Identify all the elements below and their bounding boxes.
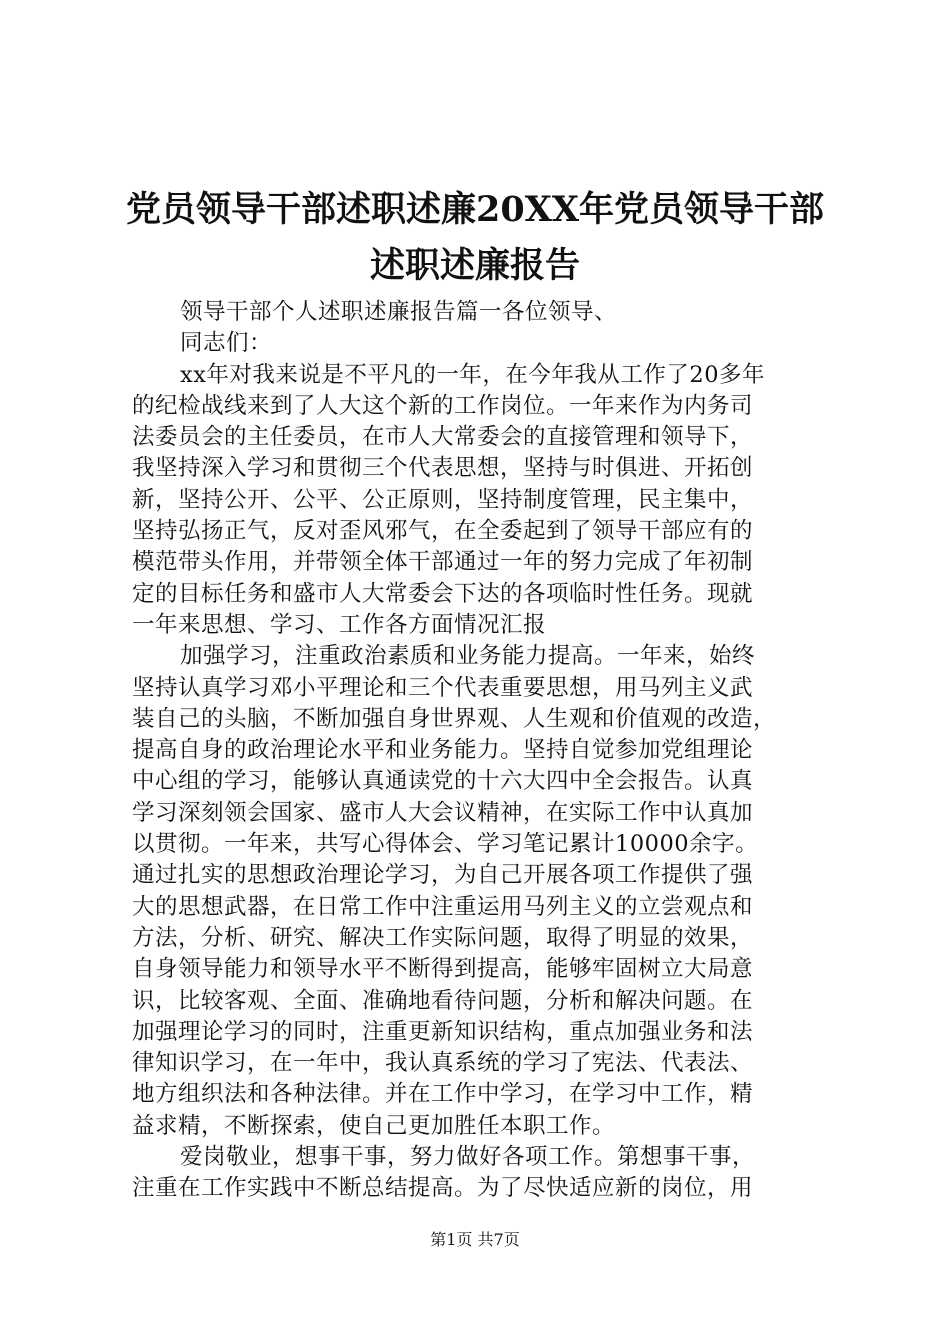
body-line: 中心组的学习，能够认真通读党的十六大四中全会报告。认真: [132, 768, 754, 795]
body-line: xx年对我来说是不平凡的一年，在今年我从工作了20多年: [180, 361, 766, 388]
document-title: [100, 182, 850, 294]
body-line: 识，比较客观、全面、准确地看待问题，分析和解决问题。在: [132, 987, 754, 1014]
body-line: 新，坚持公开、公平、公正原则，坚持制度管理，民主集中，: [132, 486, 754, 513]
title-line-2: 述职述廉报告: [369, 245, 580, 286]
body-line: 领导干部个人述职述廉报告篇一各位领导、: [180, 299, 618, 325]
body-line: 一年来思想、学习、工作各方面情况汇报: [132, 611, 547, 638]
body-line: 地方组织法和各种法律。并在工作中学习，在学习中工作，精: [132, 1081, 754, 1108]
body-line: 以贯彻。一年来，共写心得体会、学习笔记累计10000余字。: [132, 831, 759, 858]
body-line: 注重在工作实践中不断总结提高。为了尽快适应新的岗位，用: [132, 1175, 754, 1202]
body-line: 坚持弘扬正气，反对歪风邪气，在全委起到了领导干部应有的: [132, 518, 754, 545]
body-line: 学习深刻领会国家、盛市人大会议精神，在实际工作中认真加: [132, 799, 754, 826]
body-line: 益求精，不断探索，使自己更加胜任本职工作。: [132, 1112, 616, 1139]
body-line: 定的目标任务和盛市人大常委会下达的各项临时性任务。现就: [132, 580, 754, 607]
body-line: 坚持认真学习邓小平理论和三个代表重要思想，用马列主义武: [132, 674, 754, 701]
body-line: 我坚持深入学习和贯彻三个代表思想，坚持与时俱进、开拓创: [132, 455, 754, 482]
body-line: 自身领导能力和领导水平不断得到提高，能够牢固树立大局意: [132, 956, 754, 983]
title-line-1: 党员领导干部述职述廉20XX年党员领导干部: [125, 189, 825, 230]
body-line: 方法，分析、研究、解决工作实际问题，取得了明显的效果，: [132, 924, 754, 951]
document-body: [132, 297, 832, 1205]
body-line: 的纪检战线来到了人大这个新的工作岗位。一年来作为内务司: [132, 392, 754, 419]
page-footer: 第1页 共7页: [430, 1230, 520, 1249]
body-line: 装自己的头脑，不断加强自身世界观、人生观和价值观的改造，: [132, 705, 777, 732]
body-line: 通过扎实的思想政治理论学习，为自己开展各项工作提供了强: [132, 862, 754, 889]
body-line: 同志们：: [180, 330, 273, 357]
body-line: 加强学习，注重政治素质和业务能力提高。一年来，始终: [180, 643, 756, 670]
body-line: 法委员会的主任委员，在市人大常委会的直接管理和领导下，: [132, 424, 754, 451]
body-line: 模范带头作用，并带领全体干部通过一年的努力完成了年初制: [132, 549, 754, 576]
body-line: 提高自身的政治理论水平和业务能力。坚持自觉参加党组理论: [132, 737, 754, 764]
body-line: 律知识学习，在一年中，我认真系统的学习了宪法、代表法、: [132, 1050, 754, 1077]
body-line: 爱岗敬业，想事干事，努力做好各项工作。第想事干事，: [180, 1144, 756, 1171]
body-line: 加强理论学习的同时，注重更新知识结构，重点加强业务和法: [132, 1018, 754, 1045]
body-line: 大的思想武器，在日常工作中注重运用马列主义的立尝观点和: [132, 893, 754, 920]
